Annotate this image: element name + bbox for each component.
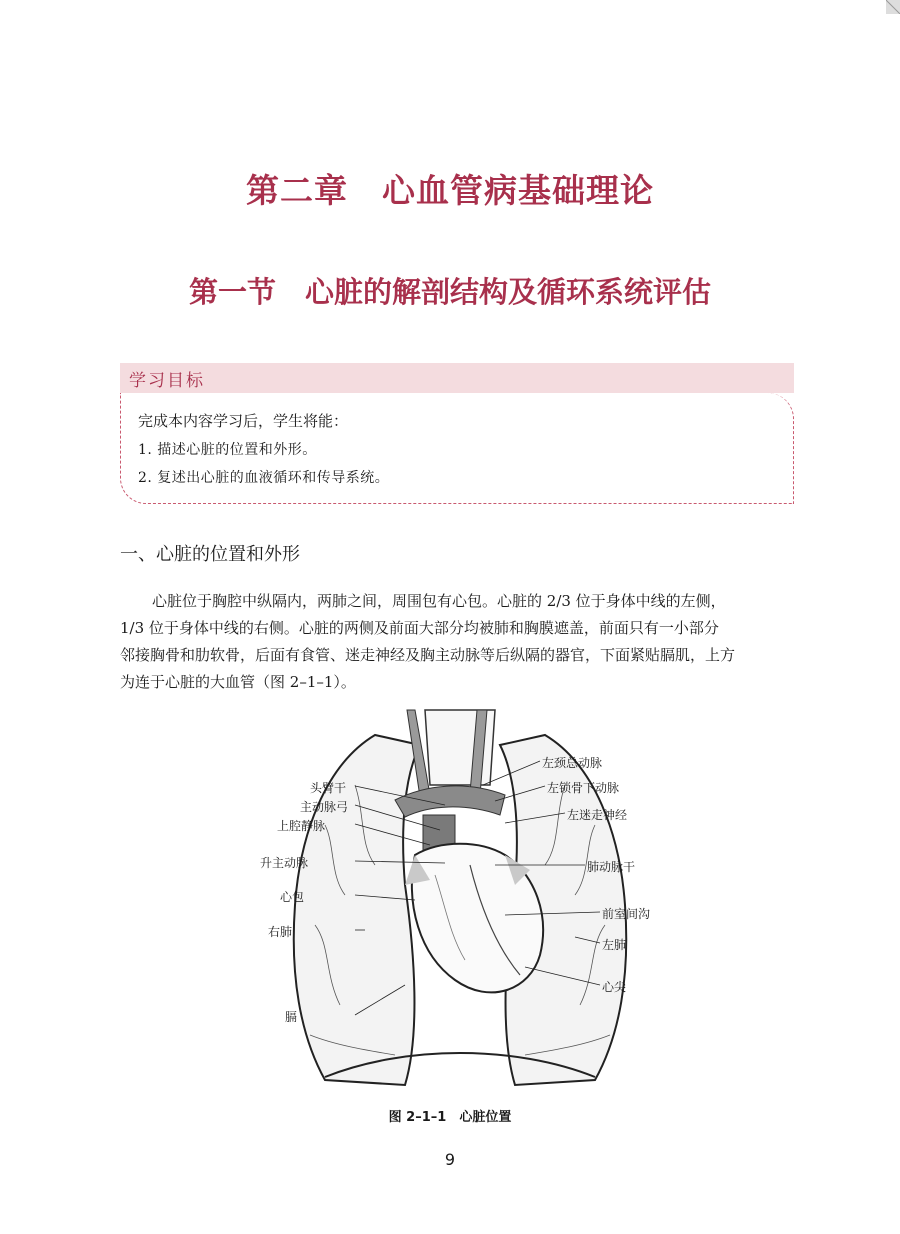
heart-position-figure [255, 705, 665, 1095]
figure-label-left: 头臂干 [310, 781, 347, 795]
learning-objective-item: 1. 描述心脏的位置和外形。 [138, 442, 317, 458]
figure-label-right: 心尖 [602, 980, 627, 994]
learning-objectives-title: 学习目标 [129, 371, 205, 391]
paragraph-line: 心脏位于胸腔中纵隔内，两肺之间，周围包有心包。心脏的 2/3 位于身体中线的左侧， [152, 592, 726, 610]
figure-label-left: 膈 [285, 1010, 298, 1024]
figure-label-left: 右肺 [268, 925, 293, 939]
figure-label-left: 主动脉弓 [300, 800, 349, 814]
paragraph-line: 1/3 位于身体中线的右侧。心脏的两侧及前面大部分均被肺和胸膜遮盖，前面只有一小部分 [120, 619, 719, 637]
paragraph-line: 邻接胸骨和肋软骨，后面有食管、迷走神经及胸主动脉等后纵隔的器官，下面紧贴膈肌，上方 [120, 646, 736, 664]
paragraph-line: 为连于心脏的大血管（图 2–1–1）。 [120, 673, 356, 691]
subsection-title: 一、心脏的位置和外形 [120, 544, 300, 565]
chapter-title: 第二章 心血管病基础理论 [246, 171, 654, 210]
page-corner-mark [886, 0, 900, 14]
learning-objectives-intro: 完成本内容学习后，学生将能： [138, 412, 349, 430]
figure-label-left: 心包 [280, 890, 305, 904]
figure-label-right: 左迷走神经 [567, 808, 628, 822]
heart-anatomy-illustration [255, 705, 665, 1095]
figure-label-right: 左锁骨下动脉 [547, 781, 620, 795]
learning-objectives-box [120, 363, 794, 504]
figure-label-right: 左肺 [602, 938, 627, 952]
figure-label-left: 上腔静脉 [277, 819, 326, 833]
section-title: 第一节 心脏的解剖结构及循环系统评估 [188, 275, 711, 309]
figure-label-right: 左颈总动脉 [542, 756, 603, 770]
page-number: 9 [444, 1150, 456, 1169]
learning-objective-item: 2. 复述出心脏的血液循环和传导系统。 [138, 470, 390, 486]
figure-label-right: 前室间沟 [602, 907, 651, 921]
body-paragraph [120, 588, 800, 696]
learning-objectives-header [120, 363, 794, 393]
figure-label-right: 肺动脉干 [587, 860, 636, 874]
figure-caption: 图 2–1–1 心脏位置 [388, 1110, 512, 1125]
figure-label-left: 升主动脉 [260, 856, 309, 870]
